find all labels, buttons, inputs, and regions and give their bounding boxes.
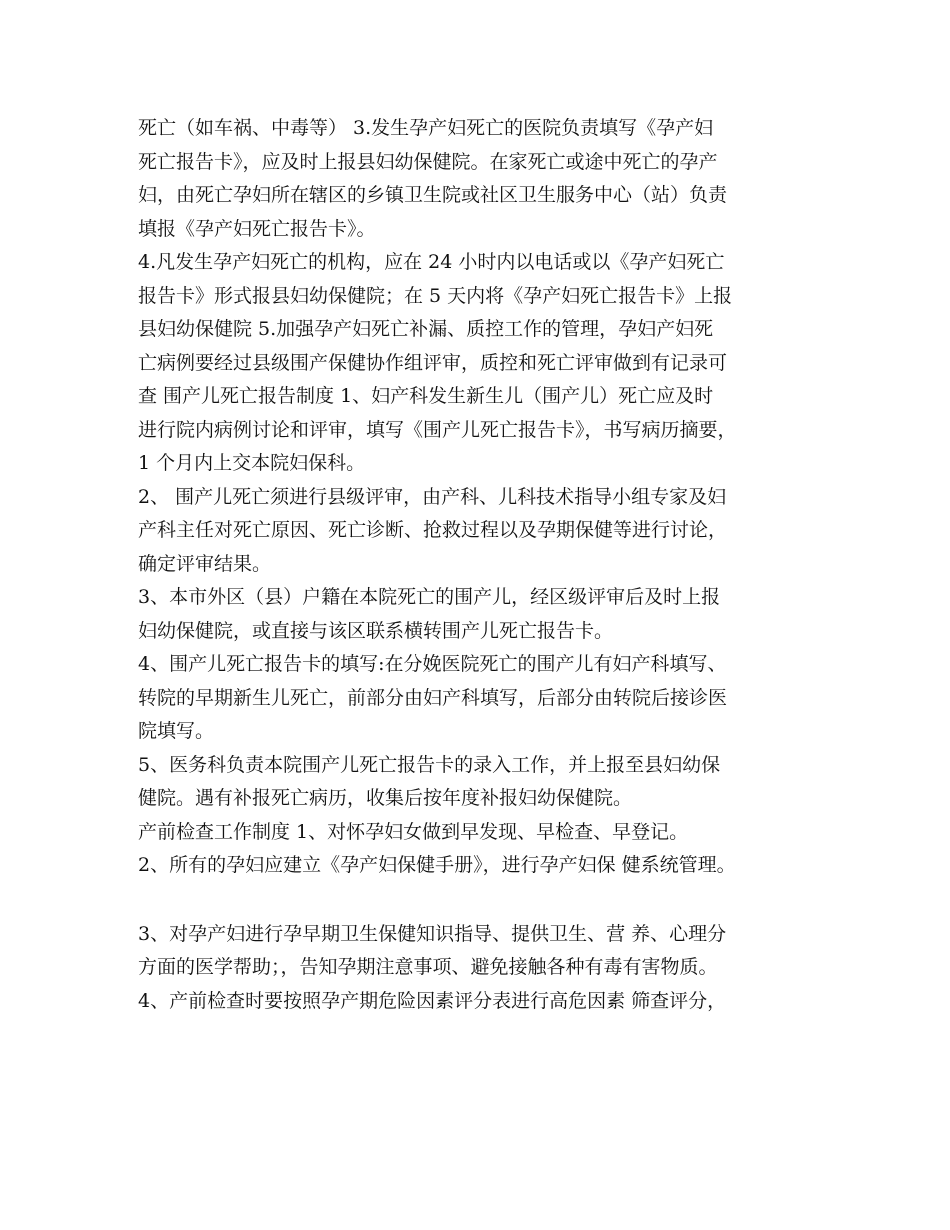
text-line: 填报《孕产妇死亡报告卡》。 — [138, 217, 376, 240]
text-line: 死亡（如车祸、中毒等） 3.发生孕产妇死亡的医院负责填写《孕产妇 — [138, 117, 714, 139]
document-body — [138, 112, 838, 1018]
text-line: 方面的医学帮助；，告知孕期注意事项、避免接触各种有毒有害物质。 — [138, 956, 718, 978]
text-line: 2、所有的孕妇应建立《孕产妇保健手册》，进行孕产妇保 健系统管理。 — [138, 854, 736, 876]
text-line: 2、 围产儿死亡须进行县级评审，由产科、儿科技术指导小组专家及妇 — [138, 485, 727, 508]
text-line: 确定评审结果。 — [138, 552, 272, 575]
text-line: 4、产前检查时要按照孕产期危险因素评分表进行高危因素 筛查评分， — [138, 989, 727, 1012]
text-line: 3、本市外区（县）户籍在本院死亡的围产儿，经区级评审后及时上报 — [138, 586, 721, 608]
text-line: 3、对孕产妇进行孕早期卫生保健知识指导、提供卫生、营 养、心理分 — [138, 922, 727, 945]
text-line: 4、围产儿死亡报告卡的填写:在分娩医院死亡的围产儿有妇产科填写、 — [138, 653, 727, 675]
text-line: 转院的早期新生儿死亡，前部分由妇产科填写，后部分由转院后接诊医 — [138, 686, 728, 709]
text-line: 亡病例要经过县级围产保健协作组评审，质控和死亡评审做到有记录可 — [138, 351, 728, 374]
text-line: 查 围产儿死亡报告制度 1、妇产科发生新生儿（围产儿）死亡应及时 — [138, 385, 714, 407]
text-line: 健院。遇有补报死亡病历，收集后按年度补报妇幼保健院。 — [138, 787, 633, 809]
text-line: 死亡报告卡》，应及时上报县妇幼保健院。在家死亡或途中死亡的孕产 — [138, 150, 718, 173]
text-line: 院填写。 — [138, 720, 215, 742]
text-line: 产科主任对死亡原因、死亡诊断、抢救过程以及孕期保健等进行讨论， — [138, 519, 728, 541]
text-line: 县妇幼保健院 5.加强孕产妇死亡补漏、质控工作的管理，孕妇产妇死 — [138, 318, 714, 340]
text-line: 报告卡》形式报县妇幼保健院；在 5 天内将《孕产妇死亡报告卡》上报 — [138, 284, 733, 307]
text-line: 妇，由死亡孕妇所在辖区的乡镇卫生院或社区卫生服务中心（站）负责 — [138, 184, 728, 206]
text-line: 妇幼保健院，或直接与该区联系横转围产儿死亡报告卡。 — [138, 619, 614, 642]
text-line: 1 个月内上交本院妇保科。 — [138, 452, 366, 474]
text-line: 4.凡发生孕产妇死亡的机构，应在 24 小时内以电话或以《孕产妇死亡 — [138, 251, 725, 273]
text-line: 产前检查工作制度 1、对怀孕妇女做到早发现、早检查、早登记。 — [138, 820, 689, 843]
paragraph-gap — [138, 883, 838, 918]
text-line: 5、医务科负责本院围产儿死亡报告卡的录入工作，并上报至县妇幼保 — [138, 753, 721, 776]
text-line: 进行院内病例讨论和评审，填写《围产儿死亡报告卡》，书写病历摘要， — [138, 418, 737, 441]
